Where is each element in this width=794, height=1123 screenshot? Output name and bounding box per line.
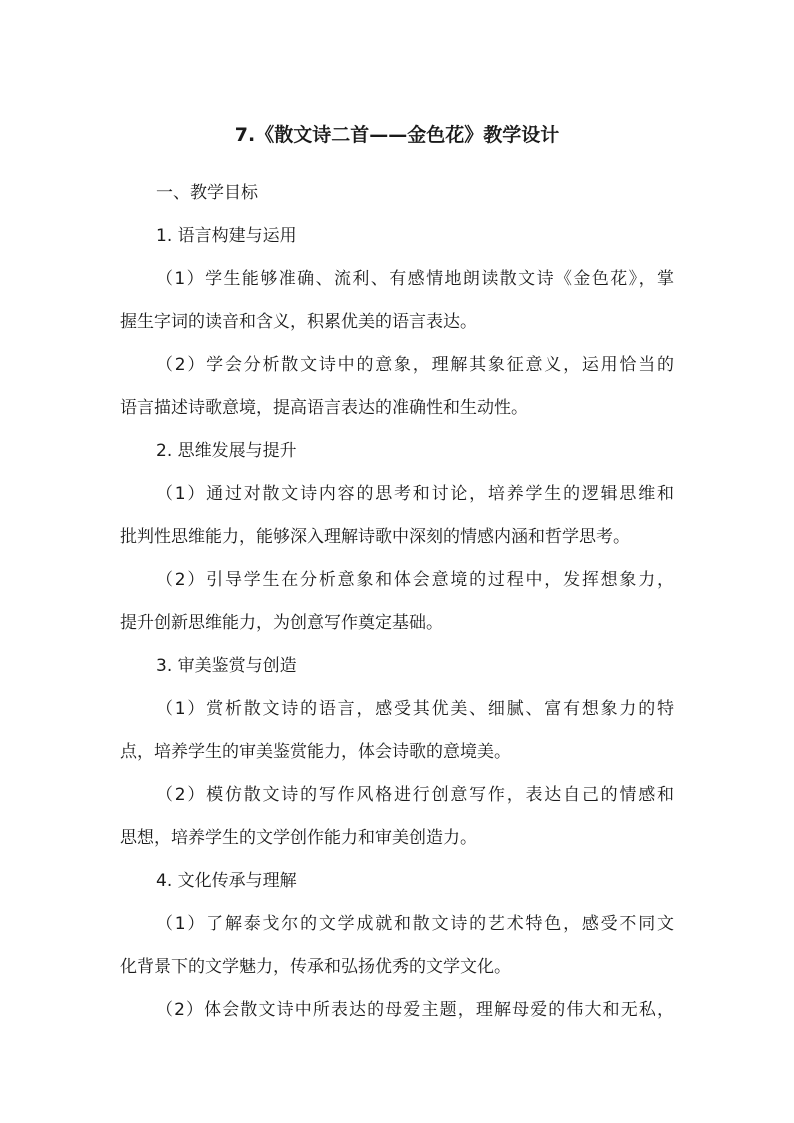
paragraph-line: 思想，培养学生的文学创作能力和审美创造力。 — [120, 828, 477, 848]
paragraph-line: （2）体会散文诗中所表达的母爱主题，理解母爱的伟大和无私， — [156, 1000, 674, 1020]
paragraph-line: 握生字词的读音和含义，积累优美的语言表达。 — [120, 312, 477, 332]
paragraph-line: 点，培养学生的审美鉴赏能力，体会诗歌的意境美。 — [120, 742, 511, 762]
paragraph-line: （1）学生能够准确、流利、有感情地朗读散文诗《金色花》，掌 — [156, 269, 674, 289]
paragraph-line: （2）引导学生在分析意象和体会意境的过程中，发挥想象力， — [156, 570, 674, 590]
subsection-heading: 3. 审美鉴赏与创造 — [156, 656, 297, 676]
subsection-heading: 2. 思维发展与提升 — [156, 441, 297, 461]
subsection-heading: 4. 文化传承与理解 — [156, 871, 297, 891]
paragraph-line: 批判性思维能力，能够深入理解诗歌中深刻的情感内涵和哲学思考。 — [120, 527, 630, 547]
paragraph-line: （1）通过对散文诗内容的思考和讨论，培养学生的逻辑思维和 — [156, 484, 674, 504]
paragraph-line: （1）了解泰戈尔的文学成就和散文诗的艺术特色，感受不同文 — [156, 914, 674, 934]
paragraph-line: （2）模仿散文诗的写作风格进行创意写作，表达自己的情感和 — [156, 785, 674, 805]
section-heading: 一、教学目标 — [156, 183, 258, 203]
subsection-heading: 1. 语言构建与运用 — [156, 226, 297, 246]
document-title: 7.《散文诗二首——金色花》教学设计 — [234, 124, 560, 146]
paragraph-line: 语言描述诗歌意境，提高语言表达的准确性和生动性。 — [120, 398, 528, 418]
paragraph-line: （2）学会分析散文诗中的意象，理解其象征意义，运用恰当的 — [156, 355, 674, 375]
paragraph-line: （1）赏析散文诗的语言，感受其优美、细腻、富有想象力的特 — [156, 699, 674, 719]
paragraph-line: 提升创新思维能力，为创意写作奠定基础。 — [120, 613, 443, 633]
paragraph-line: 化背景下的文学魅力，传承和弘扬优秀的文学文化。 — [120, 957, 511, 977]
